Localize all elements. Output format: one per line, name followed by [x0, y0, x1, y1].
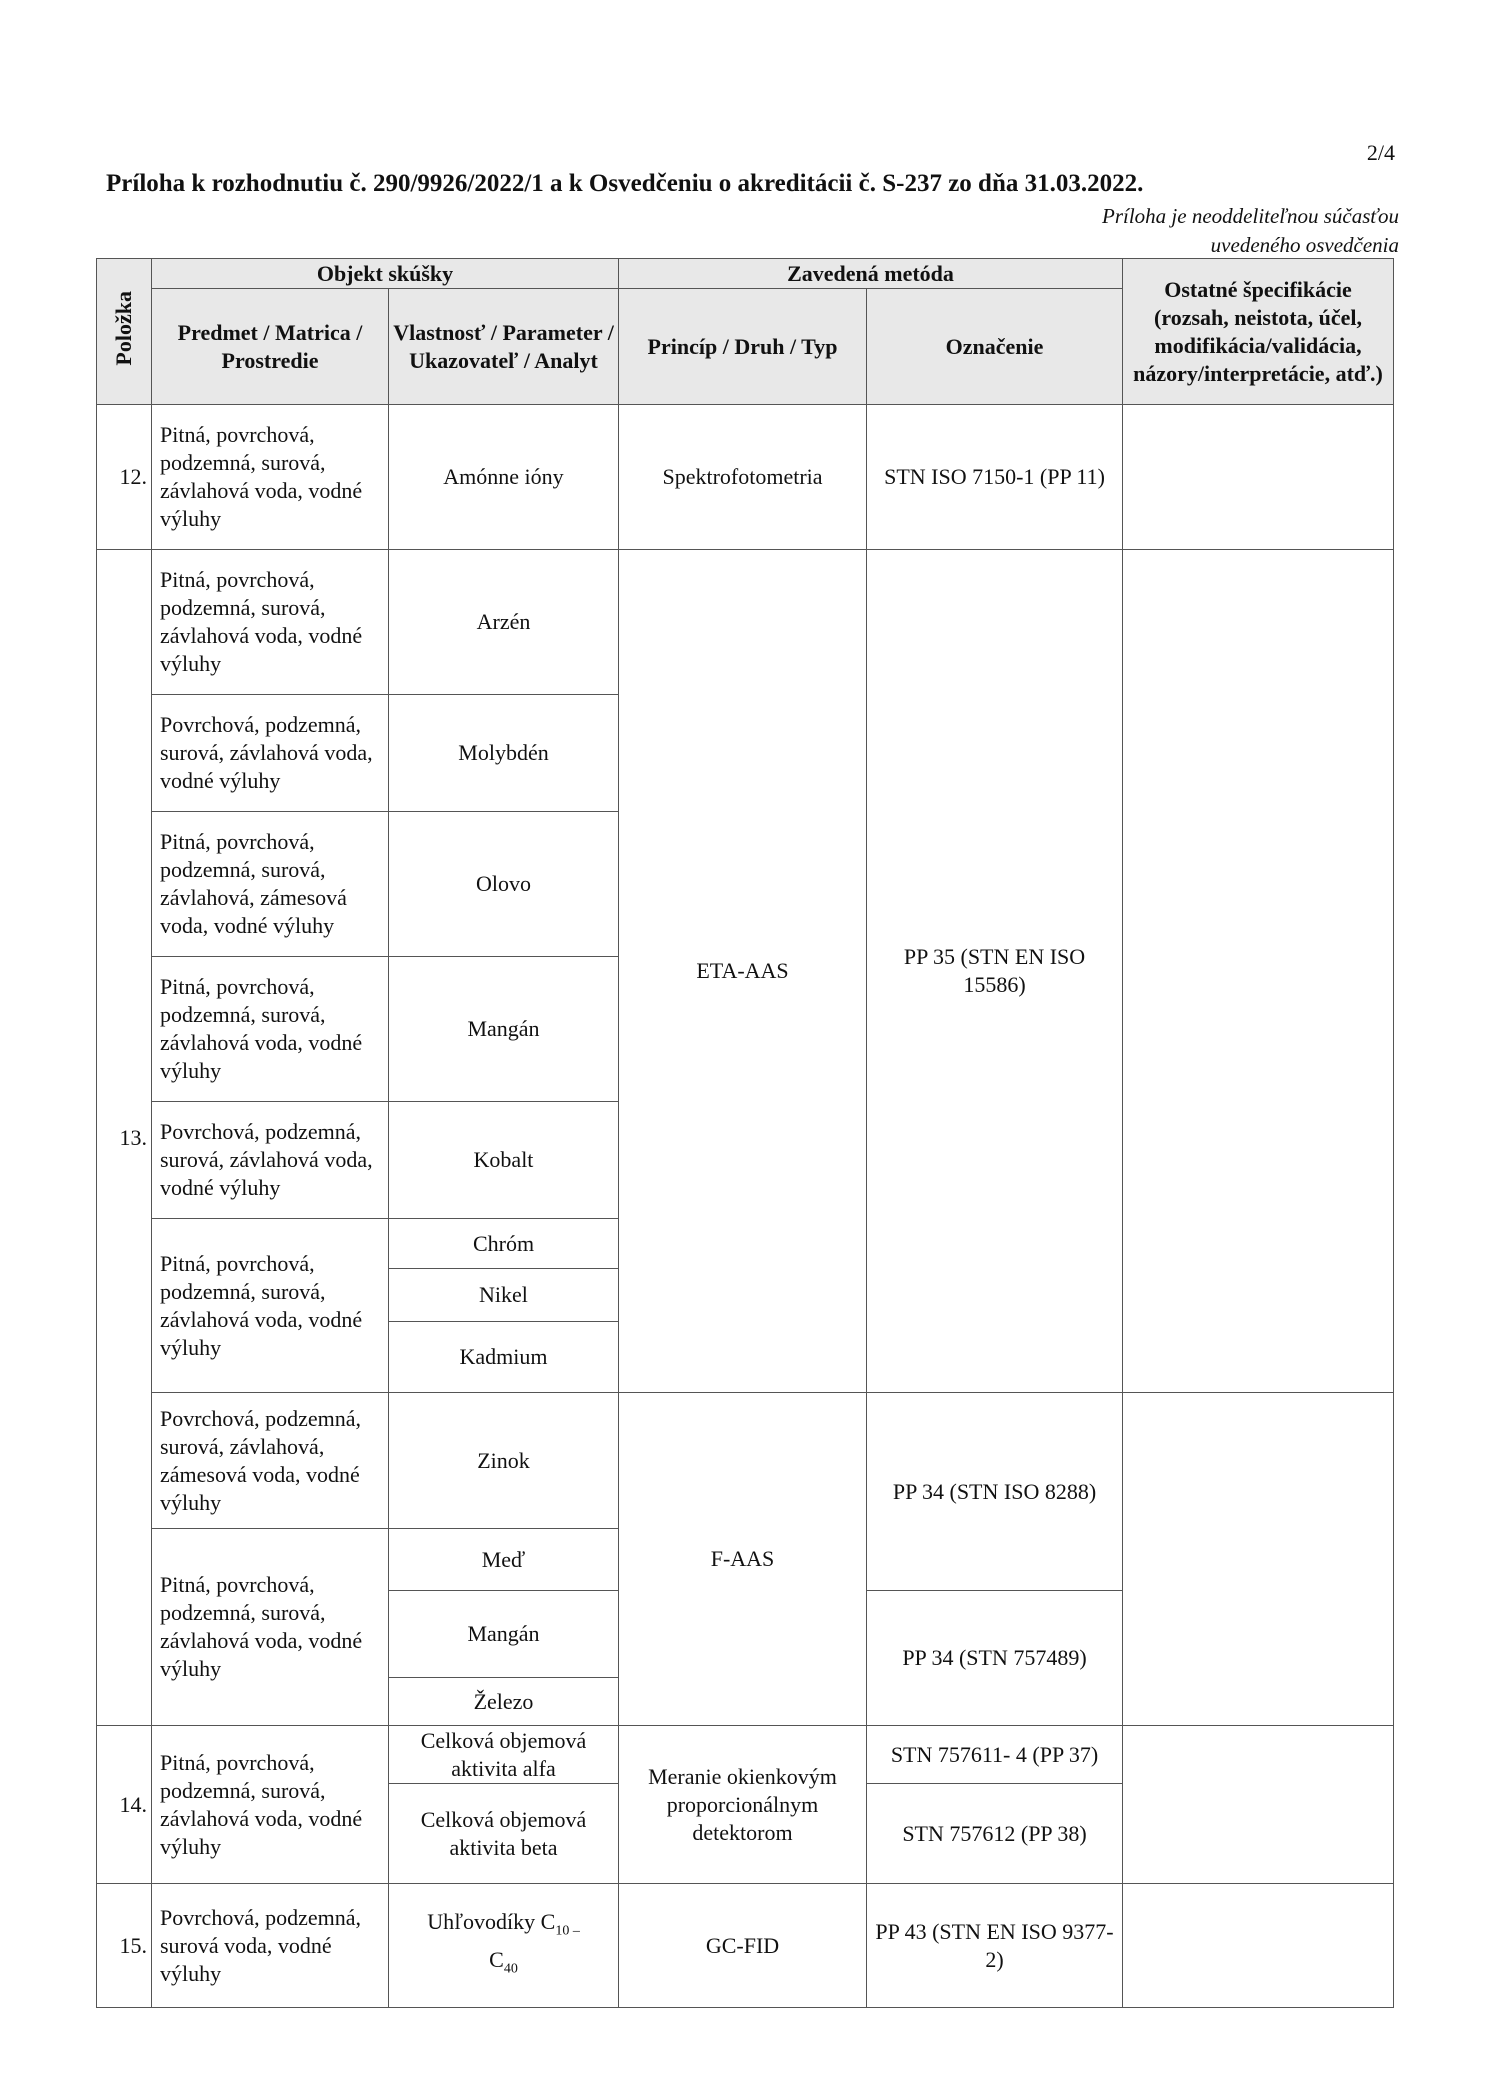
- matrix-cell: Pitná, povrchová, podzemná, surová, závlahová voda, vodné výluhy: [152, 1219, 389, 1393]
- analyte-cell: Molybdén: [389, 695, 619, 812]
- matrix-cell: Pitná, povrchová, podzemná, surová, závlahová voda, vodné výluhy: [152, 550, 389, 695]
- matrix-cell: Povrchová, podzemná, surová voda, vodné výluhy: [152, 1884, 389, 2008]
- principle-cell: Spektrofotometria: [619, 405, 867, 550]
- analyte-cell: Olovo: [389, 812, 619, 957]
- principle-cell: GC-FID: [619, 1884, 867, 2008]
- header-ostatne: Ostatné špecifikácie (rozsah, neistota, účel, modifikácia/validácia, názory/interpretácie, atď.): [1123, 259, 1394, 405]
- analyte-cell: Celková objemová aktivita beta: [389, 1784, 619, 1884]
- designation-cell: PP 43 (STN EN ISO 9377-2): [867, 1884, 1123, 2008]
- principle-cell: F-AAS: [619, 1393, 867, 1726]
- other-spec-cell: [1123, 1884, 1394, 2008]
- header-polozka: Položka: [97, 259, 152, 405]
- matrix-cell: Pitná, povrchová, podzemná, surová, závlahová voda, vodné výluhy: [152, 1529, 389, 1726]
- principle-cell: ETA-AAS: [619, 550, 867, 1393]
- principle-cell: Meranie okienkovým proporcionálnym detektorom: [619, 1726, 867, 1884]
- matrix-cell: Pitná, povrchová, podzemná, surová, závlahová voda, vodné výluhy: [152, 405, 389, 550]
- other-spec-cell: [1123, 405, 1394, 550]
- designation-cell: STN 757611- 4 (PP 37): [867, 1726, 1123, 1784]
- matrix-cell: Pitná, povrchová, podzemná, surová, závlahová voda, vodné výluhy: [152, 957, 389, 1102]
- item-number: 14.: [97, 1726, 152, 1884]
- designation-cell: PP 35 (STN EN ISO 15586): [867, 550, 1123, 1393]
- table-row: [97, 550, 1394, 695]
- header-oznacenie: Označenie: [867, 289, 1123, 405]
- designation-cell: STN 757612 (PP 38): [867, 1784, 1123, 1884]
- analyte-cell: Meď: [389, 1529, 619, 1591]
- designation-cell: STN ISO 7150-1 (PP 11): [867, 405, 1123, 550]
- matrix-cell: Pitná, povrchová, podzemná, surová, závlahová, zámesová voda, vodné výluhy: [152, 812, 389, 957]
- table-row: [97, 1393, 1394, 1461]
- annex-note-line2: uvedeného osvedčenia: [1210, 233, 1399, 257]
- header-objekt: Objekt skúšky: [152, 259, 619, 289]
- annex-note-line1: Príloha je neoddeliteľnou súčasťou: [1102, 204, 1399, 228]
- analyte-cell: Kobalt: [389, 1102, 619, 1219]
- analyte-cell: Arzén: [389, 550, 619, 695]
- table-row: [97, 405, 1394, 550]
- designation-cell: PP 34 (STN 757489): [867, 1591, 1123, 1726]
- matrix-cell: Povrchová, podzemná, surová, závlahová, zámesová voda, vodné výluhy: [152, 1393, 389, 1529]
- other-spec-cell: [1123, 1393, 1394, 1726]
- analyte-cell: Celková objemová aktivita alfa: [389, 1726, 619, 1784]
- other-spec-cell: [1123, 550, 1394, 1393]
- analyte-cell: Železo: [389, 1678, 619, 1726]
- header-predmet: Predmet / Matrica / Prostredie: [152, 289, 389, 405]
- analyte-cell: Zinok: [389, 1393, 619, 1529]
- header-princip: Princíp / Druh / Typ: [619, 289, 867, 405]
- other-spec-cell: [1123, 1726, 1394, 1884]
- accreditation-table: [96, 258, 1394, 2008]
- item-number: 15.: [97, 1884, 152, 2008]
- matrix-cell: Povrchová, podzemná, surová, závlahová voda, vodné výluhy: [152, 695, 389, 812]
- analyte-cell: Uhľovodíky $C_{10 -}$ $C_{40}$: [389, 1884, 619, 2008]
- table-row: [97, 1884, 1394, 2008]
- analyte-cell: Amónne ióny: [389, 405, 619, 550]
- analyte-cell: Chróm: [389, 1219, 619, 1269]
- matrix-cell: Povrchová, podzemná, surová, závlahová voda, vodné výluhy: [152, 1102, 389, 1219]
- page-number: 2/4: [1366, 140, 1395, 165]
- header-metoda: Zavedená metóda: [619, 259, 1123, 289]
- designation-cell: PP 34 (STN ISO 8288): [867, 1393, 1123, 1591]
- analyte-cell: Nikel: [389, 1269, 619, 1322]
- item-number: 12.: [97, 405, 152, 550]
- table-row: [97, 1726, 1394, 1784]
- annex-note: [1102, 202, 1399, 260]
- analyte-cell: Kadmium: [389, 1322, 619, 1393]
- header-vlastnost: Vlastnosť / Parameter / Ukazovateľ / Analyt: [389, 289, 619, 405]
- document-title: Príloha k rozhodnutiu č. 290/9926/2022/1 a k Osvedčeniu o akreditácii č. S-237 zo dňa 31.03.2022.: [106, 170, 1144, 197]
- analyte-cell: Mangán: [389, 957, 619, 1102]
- item-number: 13.: [97, 550, 152, 1726]
- analyte-cell: Mangán: [389, 1591, 619, 1678]
- matrix-cell: Pitná, povrchová, podzemná, surová, závlahová voda, vodné výluhy: [152, 1726, 389, 1884]
